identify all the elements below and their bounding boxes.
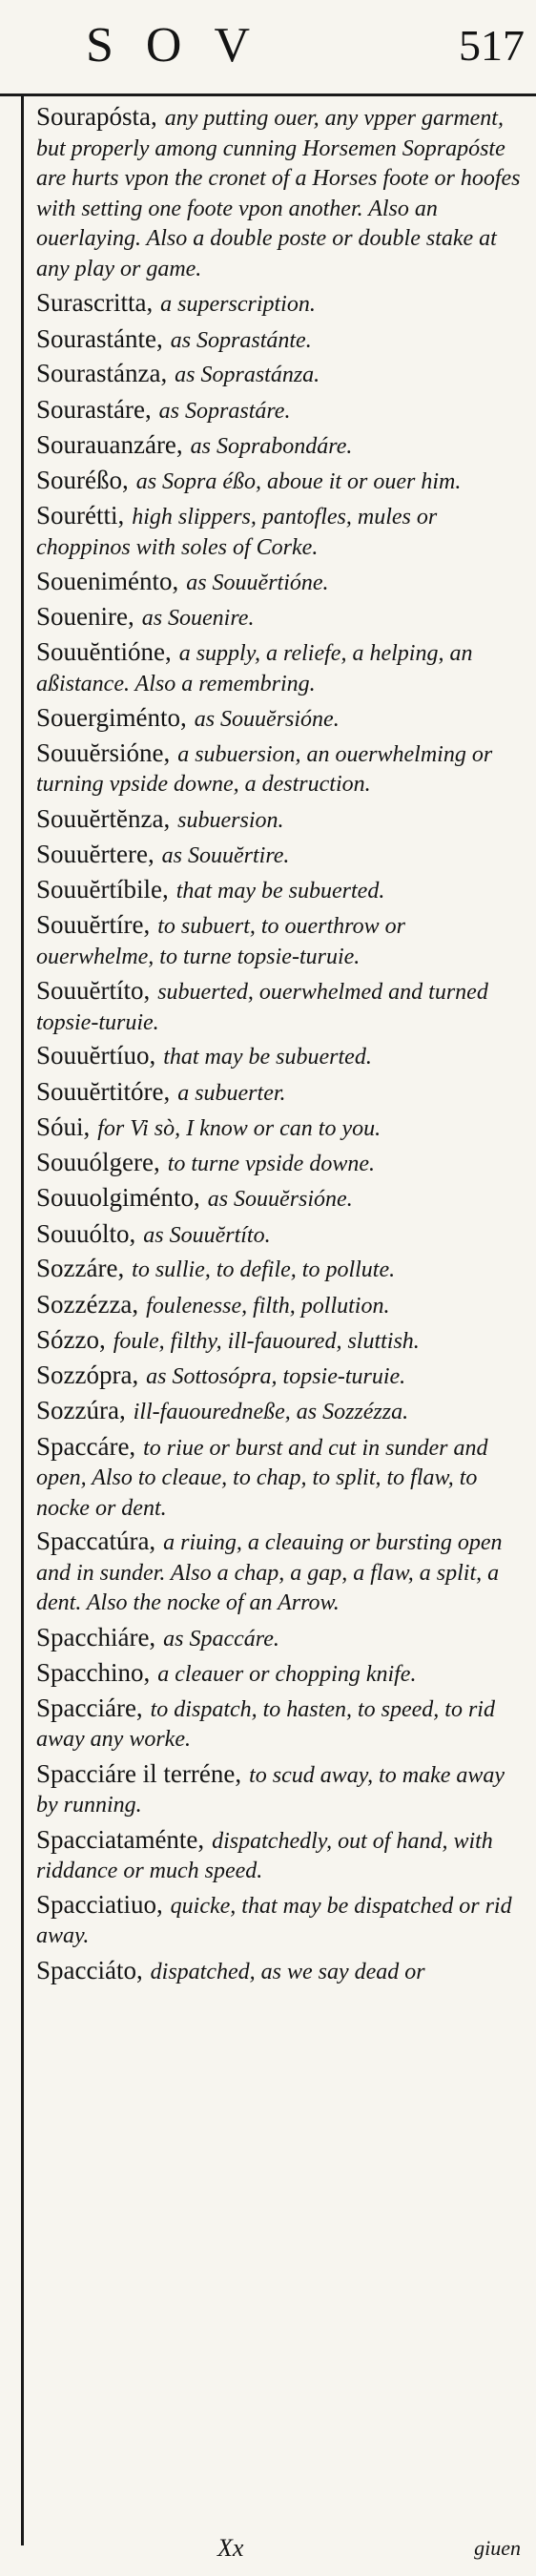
headword: Spacciáto, [36, 1955, 143, 1984]
headword: Soueniménto, [36, 567, 179, 595]
definition: to turne vpside downe. [167, 1151, 375, 1176]
definition: as Souuĕrtióne. [186, 571, 329, 595]
definition: quicke, that may be dispatched or rid away. [36, 1893, 512, 1948]
headword: Souuólgere, [36, 1147, 160, 1176]
headword: Surascritta, [36, 288, 154, 317]
entry [36, 1078, 527, 1109]
entry [36, 1042, 527, 1072]
headword: Sourauanzáre, [36, 430, 183, 459]
headword: Souuĕrtíto, [36, 976, 151, 1005]
entry [36, 911, 527, 971]
definition: to subuert, to ouerthrow or ouerwhelme, to turne topsie-turuie. [36, 914, 405, 969]
definition: for Vi sò, I know or can to you. [97, 1116, 381, 1141]
headword: Souuolgiménto, [36, 1183, 200, 1212]
entry [36, 1694, 527, 1755]
definition: as Souuĕrsióne. [207, 1187, 353, 1212]
headword: Souuĕrtere, [36, 840, 155, 868]
definition: that may be subuerted. [163, 1045, 372, 1070]
entry [36, 1957, 527, 1987]
definition: to sullie, to defile, to pollute. [132, 1257, 396, 1282]
definition: as Soprabondáre. [190, 434, 353, 459]
entry [36, 1527, 527, 1618]
entry [36, 1361, 527, 1392]
headword: Spaccatúra, [36, 1527, 156, 1555]
definition: as Souuĕrtire. [161, 843, 290, 868]
entry [36, 1624, 527, 1654]
entry [36, 568, 527, 598]
page-footer [0, 2534, 536, 2572]
entry [36, 103, 527, 283]
headword: Souuĕrtíuo, [36, 1041, 156, 1070]
headword: Sozzáre, [36, 1254, 125, 1282]
definition: subuersion. [177, 807, 284, 833]
headword: Sózzo, [36, 1325, 106, 1354]
definition: foulenesse, filth, pollution. [146, 1293, 390, 1319]
headword: Souuĕrtĕnza, [36, 803, 171, 833]
definition: as Souenire. [141, 605, 255, 631]
definition: to dispatch, to hasten, to speed, to rid away any worke. [36, 1696, 495, 1752]
headword: Souuĕrtitóre, [36, 1076, 171, 1106]
headword: Spacchino, [36, 1658, 151, 1687]
headword: Souuĕrtíre, [36, 910, 151, 939]
headword: Spacciáre, [36, 1693, 143, 1722]
definition: as Sottosópra, topsie-turuie. [146, 1363, 406, 1389]
definition: subuerted, ouerwhelmed and turned topsie-turuie. [36, 980, 488, 1035]
entry [36, 1760, 527, 1820]
definition: high slippers, pantofles, mules or choppinos with soles of Corke. [36, 505, 438, 560]
entry [36, 396, 527, 426]
entry [36, 638, 527, 698]
headword: Sourastánza, [36, 359, 168, 387]
entry [36, 502, 527, 562]
definition: that may be subuerted. [175, 878, 385, 904]
headword: Spaccáre, [36, 1431, 136, 1461]
entry-list [36, 103, 527, 1992]
definition: a subuerter. [177, 1080, 286, 1106]
headword: Souréßo, [36, 465, 129, 494]
definition: a superscription. [160, 292, 316, 317]
headword: Spacciáre il terréne, [36, 1758, 242, 1788]
definition: foule, filthy, ill-fauoured, sluttish. [113, 1329, 420, 1354]
header-rule [0, 93, 536, 96]
headword: Souuĕntióne, [36, 637, 172, 666]
headword: Sourapósta, [36, 102, 157, 131]
headword: Spacchiáre, [36, 1622, 156, 1652]
headword: Sourastánte, [36, 323, 163, 353]
entry [36, 1826, 527, 1886]
definition: as Spaccáre. [163, 1626, 279, 1652]
page-number: 517 [459, 21, 525, 70]
headword: Souergiménto, [36, 703, 187, 732]
definition: a riuing, a cleauing or bursting open and in sunder. Also a chap, a gap, a flaw, a split, a dent. Also the nocke of an Arrow. [36, 1530, 503, 1615]
entry [36, 805, 527, 836]
definition: to scud away, to make away by running. [36, 1762, 505, 1818]
entry [36, 739, 527, 800]
entry [36, 841, 527, 871]
definition: any putting ouer, any vpper garment, but properly among cunning Horsemen Soprapóste are hurts vpon the cronet of a Horses foote or hoofes with setting one foote vpon another. Also an ouerlaying. Also a double poste or double stake at any play or game. [36, 106, 521, 281]
entry [36, 325, 527, 356]
definition: as Soprastánte. [170, 327, 312, 353]
running-head: SOV [86, 18, 283, 73]
headword: Sozzúra, [36, 1396, 126, 1424]
definition: a cleauer or chopping knife. [157, 1662, 417, 1687]
entry [36, 289, 527, 320]
headword: Sourétti, [36, 501, 125, 530]
column-rule [21, 93, 24, 2545]
entry [36, 360, 527, 390]
entry [36, 1184, 527, 1215]
entry [36, 977, 527, 1037]
definition: dispatchedly, out of hand, with riddance or much speed. [36, 1828, 493, 1883]
entry [36, 1291, 527, 1321]
definition: a subuersion, an ouerwhelming or turning vpside downe, a destruction. [36, 741, 493, 797]
definition: ill-fauouredneße, as Sozzézza. [133, 1400, 409, 1424]
headword: Sourastáre, [36, 394, 152, 424]
headword: Spacciataménte, [36, 1824, 205, 1854]
entry [36, 603, 527, 634]
headword: Sozzópra, [36, 1360, 139, 1389]
entry [36, 1255, 527, 1285]
headword: Sozzézza, [36, 1289, 139, 1319]
entry [36, 431, 527, 462]
headword: Souuólto, [36, 1218, 136, 1248]
entry [36, 1891, 527, 1951]
headword: Souuĕrsióne, [36, 737, 171, 767]
entry [36, 876, 527, 906]
entry [36, 1659, 527, 1690]
entry [36, 1113, 527, 1144]
definition: to riue or burst and cut in sunder and open, Also to cleaue, to chap, to split, to flaw, to nocke or dent. [36, 1435, 488, 1521]
entry [36, 1326, 527, 1357]
definition: as Sopra éßo, aboue it or ouer him. [135, 468, 462, 494]
entry [36, 1220, 527, 1251]
definition: as Soprastáre. [158, 398, 291, 424]
page-header [0, 0, 536, 84]
catchword: giuen [474, 2536, 521, 2560]
definition: as Soprastánza. [175, 363, 320, 387]
definition: as Souuĕrsióne. [194, 707, 340, 732]
headword: Sóui, [36, 1112, 91, 1141]
entry [36, 1397, 527, 1427]
headword: Spacciatiuo, [36, 1889, 163, 1919]
headword: Souuĕrtíbile, [36, 874, 169, 904]
signature-mark: Xx [217, 2534, 244, 2562]
entry [36, 1149, 527, 1179]
definition: as Souuĕrtíto. [143, 1222, 271, 1248]
entry [36, 704, 527, 735]
entry [36, 467, 527, 497]
entry [36, 1433, 527, 1524]
definition: a supply, a reliefe, a helping, an aßistance. Also a remembring. [36, 641, 473, 696]
headword: Souenire, [36, 601, 134, 631]
definition: dispatched, as we say dead or [150, 1959, 425, 1984]
